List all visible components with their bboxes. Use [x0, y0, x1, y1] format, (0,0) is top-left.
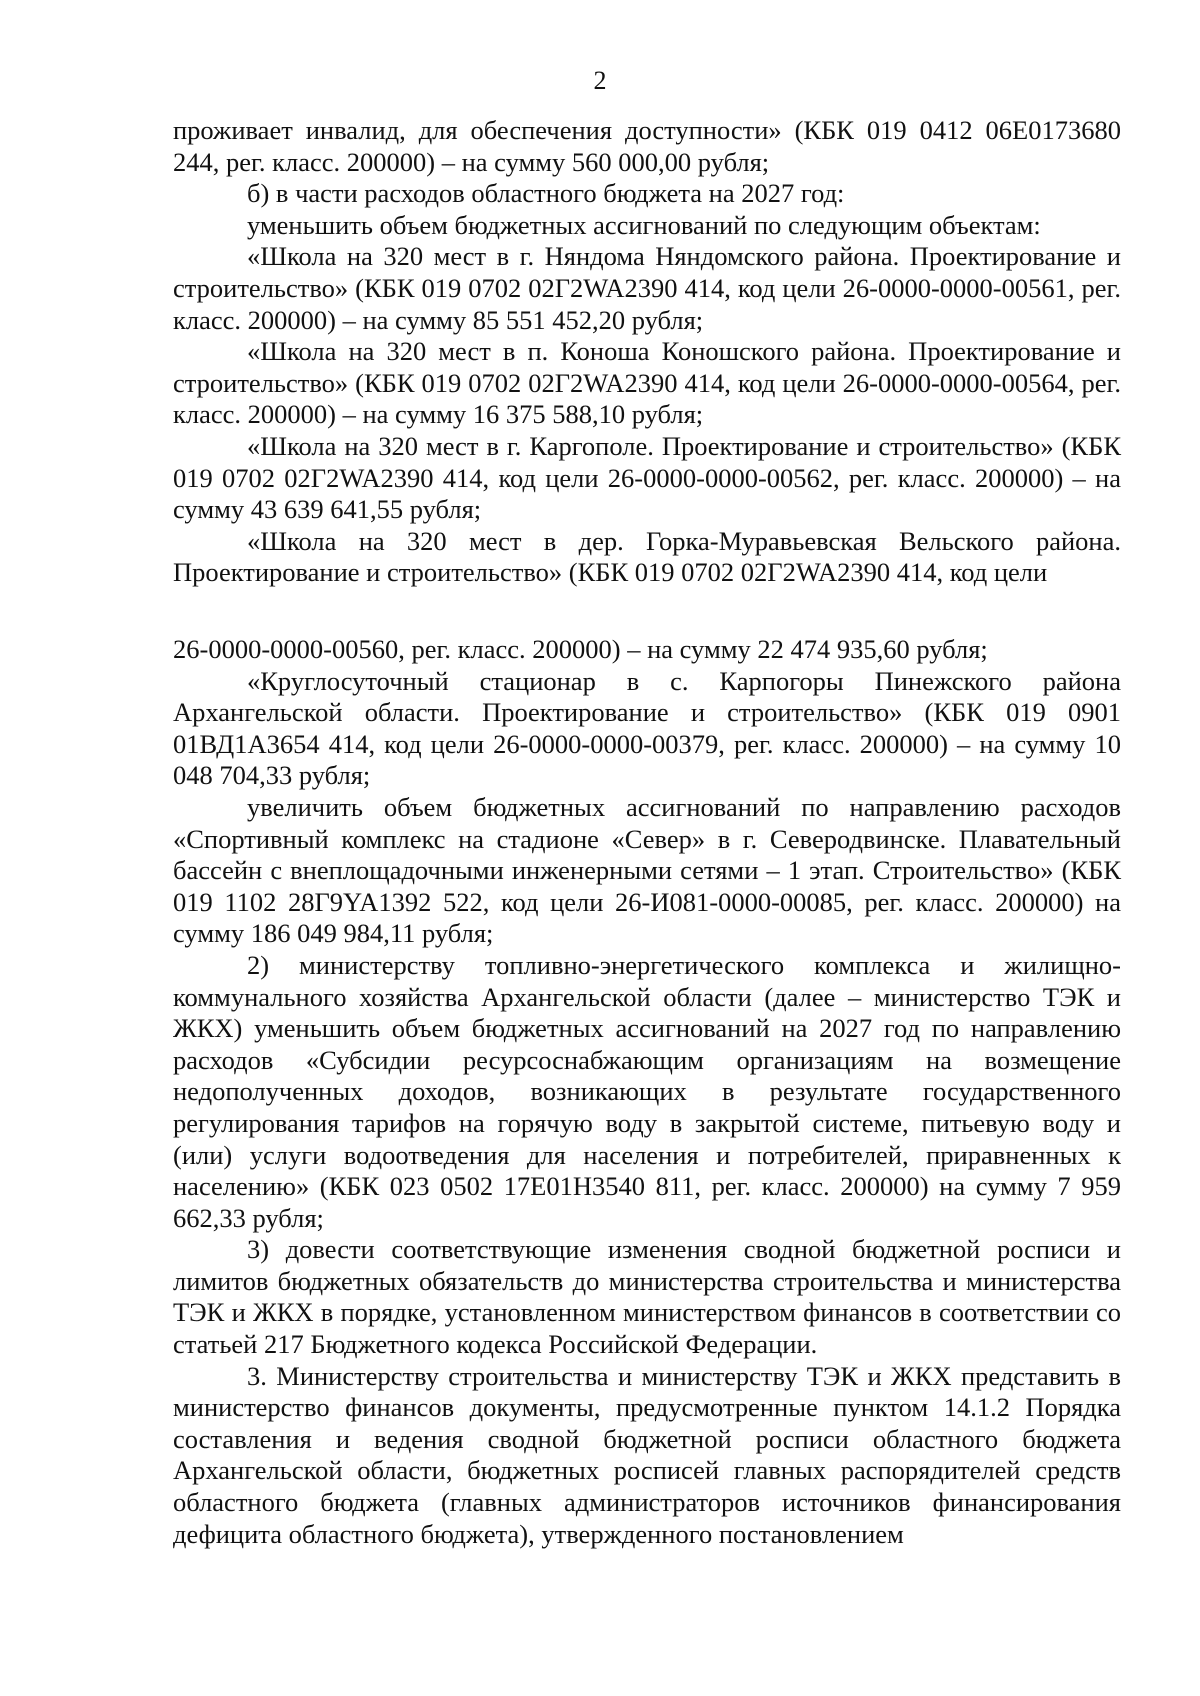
page-number: 2 — [593, 66, 607, 95]
text-block-top — [173, 115, 1121, 589]
paragraph: «Школа на 320 мест в г. Няндома Няндомского района. Проектирование и строительство» (КБК 019 0702 02Г2WA2390 414, код цели 26-0000-0000-00561, рег. класс. 200000) – на сумму 85 551 452,20 рубля; — [173, 241, 1121, 335]
paragraph: «Круглосуточный стационар в с. Карпогоры Пинежского района Архангельской области. Проектирование и строительство» (КБК 019 0901 01ВД1А3654 414, код цели 26-0000-0000-00379, рег. класс. 200000) – на сумму 10 048 704,33 рубля; — [173, 665, 1121, 791]
paragraph: увеличить объем бюджетных ассигнований по направлению расходов «Спортивный комплекс на стадионе «Север» в г. Северодвинске. Плавательный бассейн с внеплощадочными инженерными сетями – 1 этап. Строительство» (КБК 019 1102 28Г9YA1392 522, код цели 26-И081-0000-00085, рег. класс. 200000) на сумму 186 049 984,11 рубля; — [173, 791, 1121, 949]
paragraph: «Школа на 320 мест в дер. Горка-Муравьевская Вельского района. Проектирование и строительство» (КБК 019 0702 02Г2WA2390 414, код цели — [173, 525, 1121, 588]
paragraph: б) в части расходов областного бюджета на 2027 год: — [247, 178, 845, 209]
paragraph: 3. Министерству строительства и министерству ТЭК и ЖКХ представить в министерство финансов документы, предусмотренные пунктом 14.1.2 Порядка составления и ведения сводной бюджетной росписи областного бюджета Архангельской области, бюджетных росписей главных распорядителей средств областного бюджета (главных администраторов источников финансирования дефицита областного бюджета), утвержденного постановлением — [173, 1360, 1121, 1549]
paragraph: 2) министерству топливно-энергетического комплекса и жилищно-коммунального хозяйства Архангельской области (далее – министерство ТЭК и ЖКХ) уменьшить объем бюджетных ассигнований на 2027 год по направлению расходов «Субсидии ресурсоснабжающим организациям на возмещение недополученных доходов, возникающих в результате государственного регулирования тарифов на горячую воду в закрытой системе, питьевую воду и (или) услуги водоотведения для населения и потребителей, приравненных к населению» (КБК 023 0502 17Е01Н3540 811, рег. класс. 200000) на сумму 7 959 662,33 рубля; — [173, 949, 1121, 1233]
text-block-bottom — [173, 634, 1121, 1550]
paragraph: 26-0000-0000-00560, рег. класс. 200000) – на сумму 22 474 935,60 рубля; — [173, 634, 988, 664]
paragraph: уменьшить объем бюджетных ассигнований по следующим объектам: — [247, 209, 1041, 240]
paragraph: «Школа на 320 мест в г. Каргополе. Проектирование и строительство» (КБК 019 0702 02Г2WA2390 414, код цели 26-0000-0000-00562, рег. класс. 200000) – на сумму 43 639 641,55 рубля; — [173, 430, 1121, 525]
paragraph: 3) довести соответствующие изменения сводной бюджетной росписи и лимитов бюджетных обязательств до министерства строительства и министерства ТЭК и ЖКХ в порядке, установленном министерством финансов в соответствии со статьей 217 Бюджетного кодекса Российской Федерации. — [173, 1234, 1121, 1360]
paragraph: проживает инвалид, для обеспечения доступности» (КБК 019 0412 06Е0173680 244, рег. класс. 200000) – на сумму 560 000,00 рубля; — [173, 115, 1121, 177]
paragraph: «Школа на 320 мест в п. Коноша Коношского района. Проектирование и строительство» (КБК 019 0702 02Г2WA2390 414, код цели 26-0000-0000-00564, рег. класс. 200000) – на сумму 16 375 588,10 рубля; — [173, 336, 1121, 430]
